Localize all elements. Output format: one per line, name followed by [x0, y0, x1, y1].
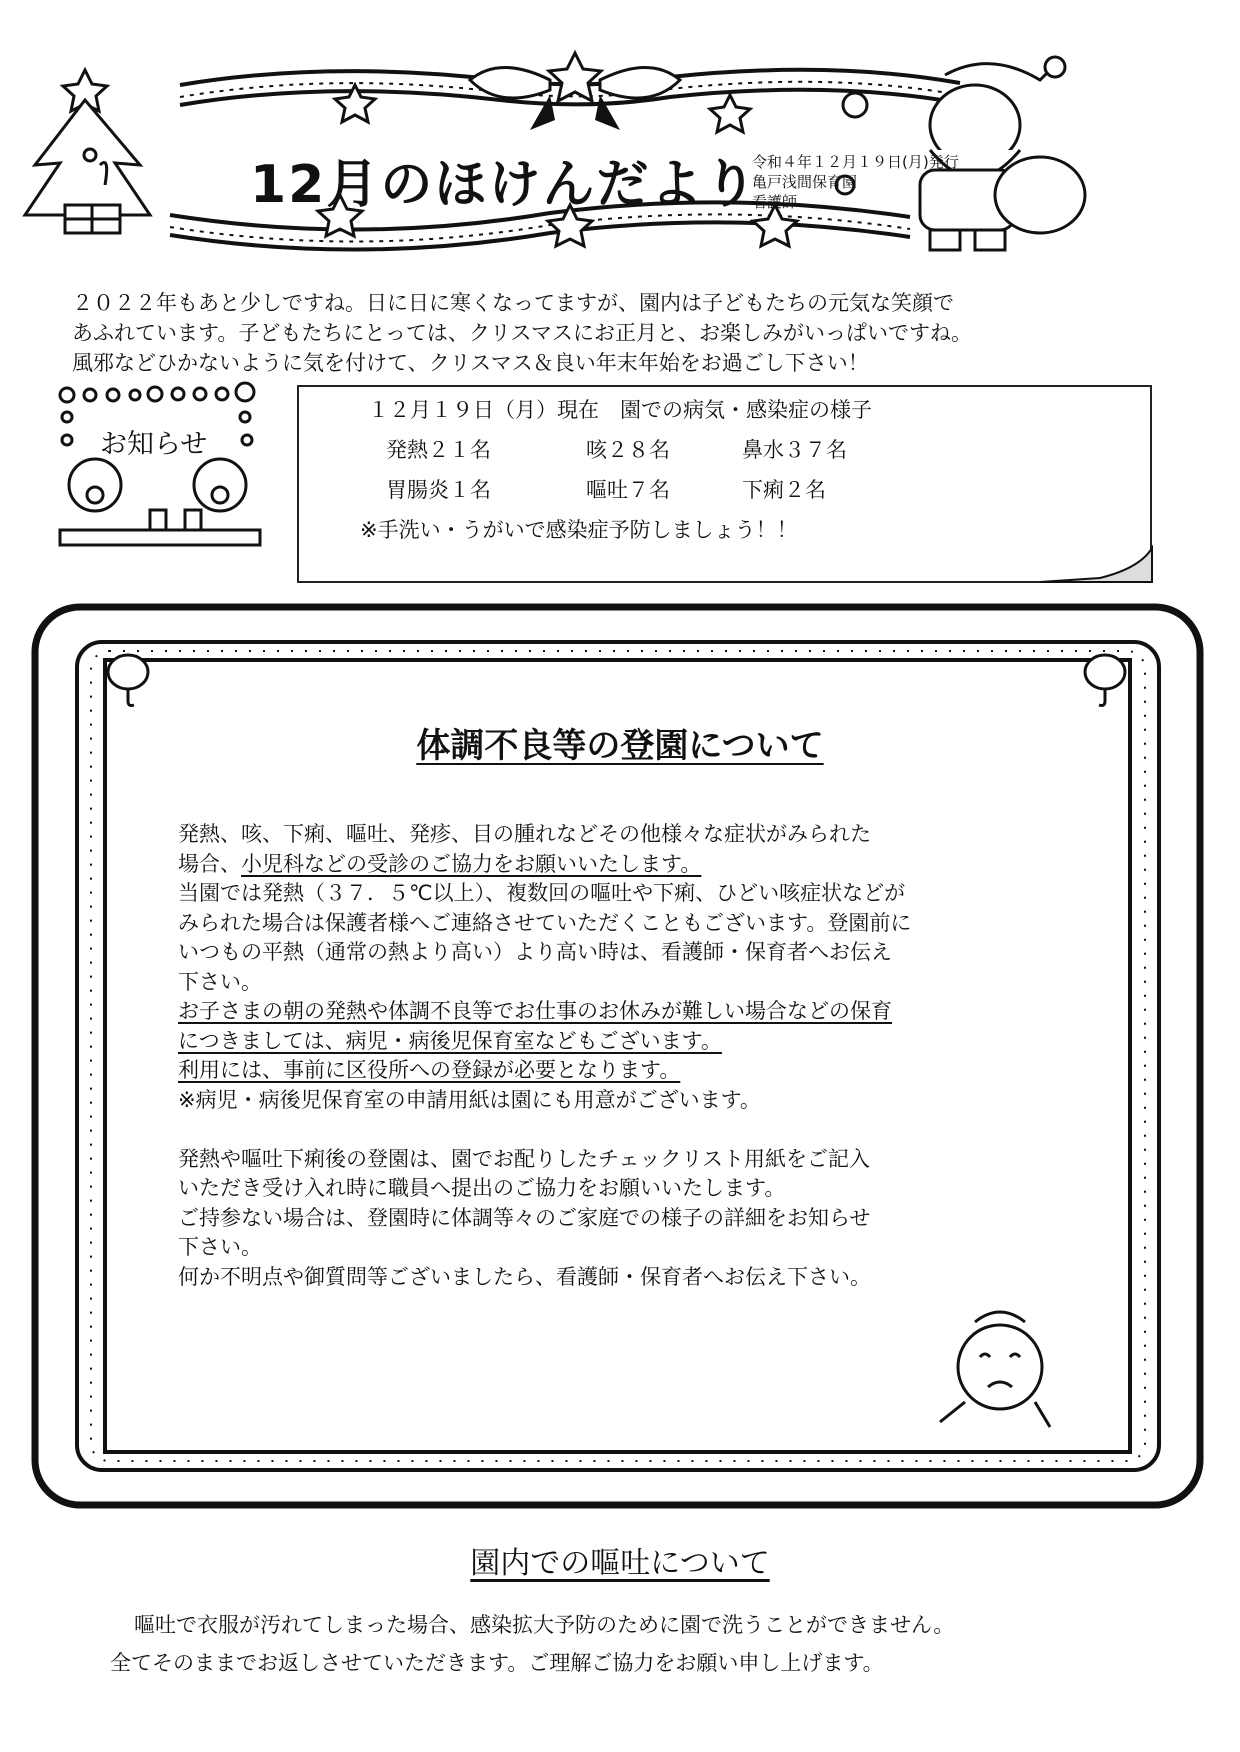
- stat-vomiting: 嘔吐７名: [586, 478, 670, 502]
- vomit-section-title: 園内での嘔吐について: [470, 1546, 770, 1581]
- main-title: 体調不良等の登園について: [416, 726, 824, 766]
- author: 看護師: [752, 193, 798, 211]
- page-title: 12月のほけんだより: [250, 155, 759, 215]
- children-gargling-icon: [55, 385, 285, 560]
- body-line-underlined: につきましては、病児・病後児保育室などもございます。: [178, 1028, 722, 1053]
- body-line: 発熱や嘔吐下痢後の登園は、園でお配りしたチェックリスト用紙をご記入: [178, 1146, 870, 1171]
- body-line: 発熱、咳、下痢、嘔吐、発疹、目の腫れなどその他様々な症状がみられた: [178, 822, 871, 846]
- body-line: 下さい。: [178, 1235, 262, 1259]
- body-line: 何か不明点や御質問等ございましたら、看護師・保育者へお伝え下さい。: [178, 1264, 871, 1289]
- body-line: 当園では発熱（３７．５℃以上）、複数回の嘔吐や下痢、ひどい咳症状などが: [178, 881, 906, 905]
- issue-info: [752, 152, 959, 212]
- facility-name: 亀戸浅間保育園: [752, 173, 858, 191]
- bulb-ornament-icon: [1085, 655, 1125, 706]
- body-line: いただき受け入れ時に職員へ提出のご協力をお願いいたします。: [178, 1176, 786, 1200]
- body-line: ※病児・病後児保育室の申請用紙は園にも用意がございます。: [178, 1087, 761, 1112]
- vomit-line: 全てそのままでお返しさせていただきます。ご理解ご協力をお願い申し上げます。: [110, 1651, 884, 1675]
- stat-runny-nose: 鼻水３７名: [742, 438, 847, 462]
- body-line: いつもの平熱（通常の熱より高い）より高い時は、看護師・保育者へお伝え: [178, 940, 892, 964]
- body-line-underlined: お子さまの朝の発熱や体調不良等でお仕事のお休みが難しい場合などの保育: [178, 999, 892, 1023]
- bulb-ornament-icon: [108, 655, 148, 706]
- body-line-underlined: 利用には、事前に区役所への登録が必要となります。: [178, 1058, 681, 1082]
- body-line: 場合、: [178, 851, 241, 876]
- page-curl-icon: [1040, 548, 1152, 584]
- status-title: １２月１９日（月）現在 園での病気・感染症の様子: [368, 398, 872, 422]
- notice-label: お知らせ: [100, 429, 208, 460]
- stat-gastroenteritis: 胃腸炎１名: [386, 478, 491, 502]
- body-line: みられた場合は保護者様へご連絡させていただくこともございます。登園前に: [178, 910, 912, 935]
- stat-diarrhea: 下痢２名: [742, 478, 826, 502]
- vomit-line: 嘔吐で衣服が汚れてしまった場合、感染拡大予防のために園で洗うことができません。: [134, 1613, 955, 1637]
- intro-line: ２０２２年もあと少しですね。日に日に寒くなってますが、園内は子どもたちの元気な笑顔で: [72, 291, 954, 315]
- body-line-underlined: 小児科などの受診のご協力をお願いいたします。: [241, 851, 702, 876]
- stat-fever: 発熱２１名: [386, 438, 491, 462]
- stat-cough: 咳２８名: [586, 438, 670, 462]
- intro-paragraph: [72, 288, 1192, 378]
- child-sick-icon: [940, 1312, 1050, 1427]
- vomit-section-body: [110, 1606, 1210, 1682]
- main-body: [178, 820, 1078, 1292]
- status-note: ※手洗い・うがいで感染症予防しましょう！！: [360, 518, 798, 542]
- body-line: ご持参ない場合は、登園時に体調等々のご家庭での様子の詳細をお知らせ: [178, 1205, 871, 1230]
- intro-line: 風邪などひかないように気を付けて、クリスマス＆良い年末年始をお過ごし下さい！: [72, 351, 869, 375]
- intro-line: あふれています。子どもたちにとっては、クリスマスにお正月と、お楽しみがいっぱいですね。: [72, 321, 973, 345]
- christmas-tree-icon: [25, 70, 150, 233]
- body-line: 下さい。: [178, 969, 262, 994]
- issue-date: 令和４年１２月１９日(月)発行: [752, 153, 959, 171]
